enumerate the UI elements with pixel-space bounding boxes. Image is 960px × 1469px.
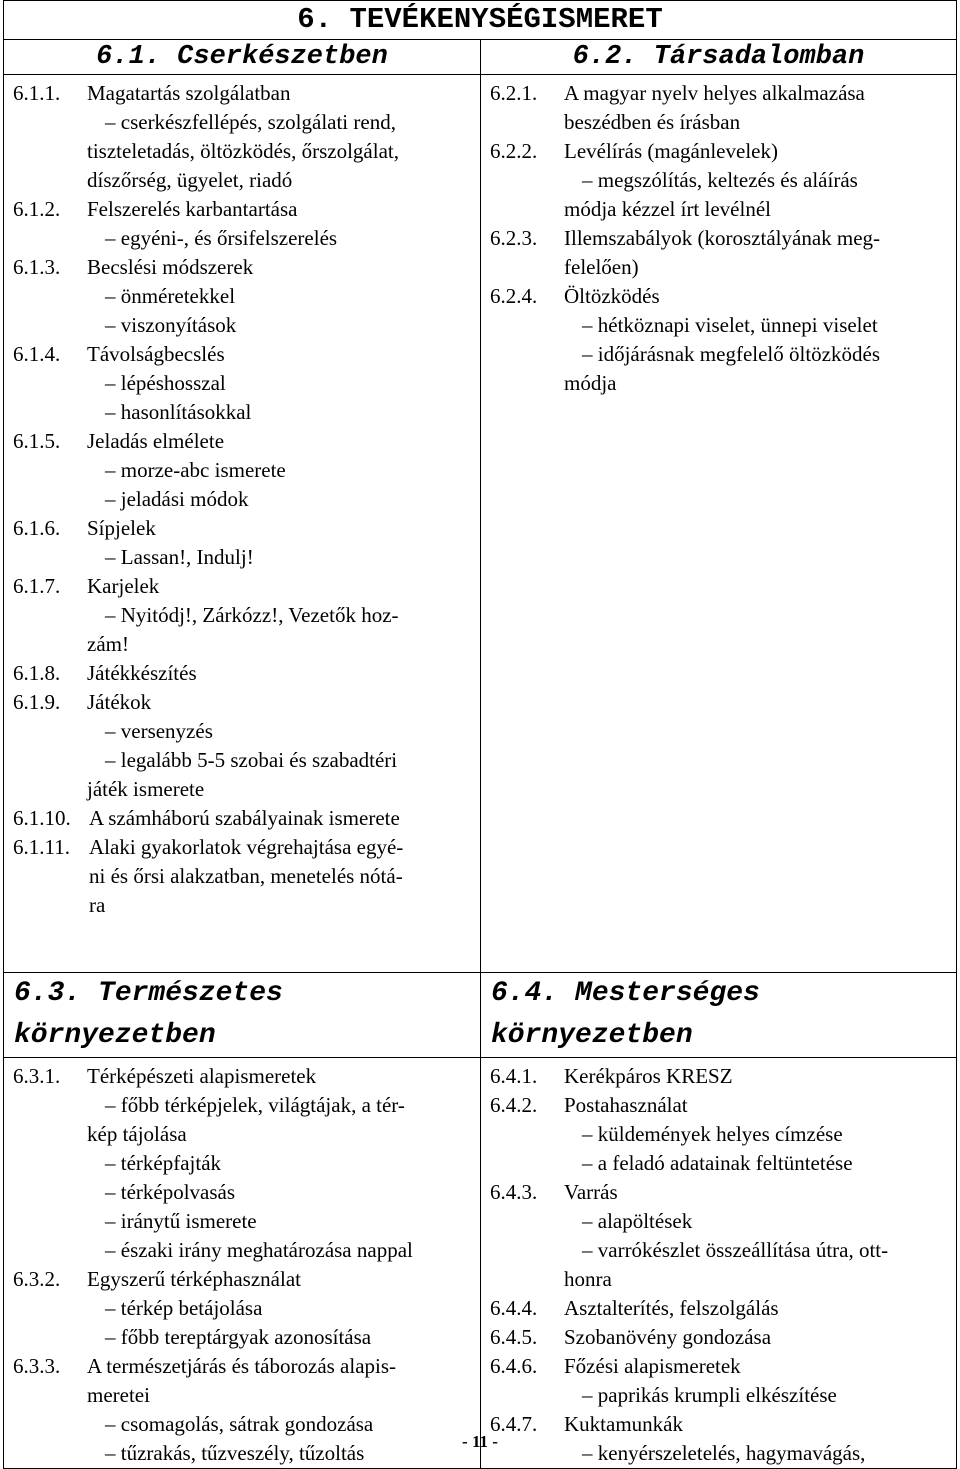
item-title: Játékok [87, 690, 152, 714]
item-number: 6.2.1. [490, 81, 538, 105]
item-title: Térképészeti alapismeretek [87, 1064, 317, 1088]
list-item [490, 79, 949, 137]
section-title-6-4: 6.4. Mesterséges környezetben [481, 973, 957, 1058]
item-content [564, 1062, 949, 1091]
item-subline: – tűzrakás, tűzveszély, tűzoltás [105, 1441, 365, 1465]
item-subline: zám! [87, 632, 129, 656]
item-subline: honra [564, 1267, 612, 1291]
item-number: 6.4.4. [490, 1296, 538, 1320]
item-number: 6.1.1. [13, 81, 61, 105]
list-item [13, 340, 473, 427]
item-title: Szobanövény gondozása [564, 1325, 772, 1349]
item-number: 6.4.5. [490, 1325, 538, 1349]
list-item [490, 1178, 949, 1294]
item-subline: – főbb térképjelek, világtájak, a tér- [105, 1093, 405, 1117]
item-content [89, 833, 473, 920]
main-title: 6. TEVÉKENYSÉGISMERET [4, 1, 957, 40]
item-title: Távolságbecslés [87, 342, 225, 366]
item-title: Felszerelés karbantartása [87, 197, 298, 221]
item-subline: játék ismerete [87, 777, 205, 801]
item-subline: – csomagolás, sátrak gondozása [105, 1412, 374, 1436]
section-title-6-2: 6.2. Társadalomban [481, 40, 957, 75]
item-content [87, 340, 473, 427]
list-item [490, 1062, 949, 1091]
item-number: 6.3.3. [13, 1354, 61, 1378]
item-number: 6.3.1. [13, 1064, 61, 1088]
item-subline: – küldemények helyes címzése [582, 1122, 843, 1146]
section-6-1-body [4, 75, 481, 973]
item-title: Alaki gyakorlatok végrehajtása egyé- [89, 835, 404, 859]
item-subline: – lépéshosszal [105, 371, 226, 395]
item-content [87, 1265, 473, 1352]
list-item [13, 833, 473, 920]
item-subline: – egyéni-, és őrsifelszerelés [105, 226, 338, 250]
item-content [564, 282, 949, 398]
item-content [89, 804, 473, 833]
item-number: 6.4.1. [490, 1064, 538, 1088]
item-title: Főzési alapismeretek [564, 1354, 741, 1378]
list-item [13, 514, 473, 572]
item-subline: – Nyitódj!, Zárkózz!, Vezetők hoz- [105, 603, 399, 627]
item-title: Kerékpáros KRESZ [564, 1064, 733, 1088]
list-item [13, 688, 473, 804]
item-subline: módja [564, 371, 617, 395]
item-number: 6.3.2. [13, 1267, 61, 1291]
item-subline: – térképfajták [105, 1151, 222, 1175]
item-subline: – varrókészlet összeállítása útra, ott- [582, 1238, 889, 1262]
list-item [13, 79, 473, 195]
list-item [13, 572, 473, 659]
item-title: Karjelek [87, 574, 160, 598]
item-subline: – hasonlításokkal [105, 400, 252, 424]
item-number: 6.4.6. [490, 1354, 538, 1378]
list-item [13, 427, 473, 514]
item-number: 6.1.8. [13, 661, 61, 685]
item-content [564, 1323, 949, 1352]
item-subline: kép tájolása [87, 1122, 187, 1146]
page-number: - 11 - [462, 1432, 498, 1451]
item-title: A számháború szabályainak ismerete [89, 806, 400, 830]
section-6-4-list [490, 1062, 949, 1468]
item-content [87, 688, 473, 804]
item-title: Levélírás (magánlevelek) [564, 139, 778, 163]
item-number: 6.4.3. [490, 1180, 538, 1204]
item-subline: – a feladó adatainak feltüntetése [582, 1151, 853, 1175]
section-title-6-1: 6.1. Cserkészetben [4, 40, 481, 75]
item-subline: – jeladási módok [105, 487, 249, 511]
item-subline: – önméretekkel [105, 284, 236, 308]
item-subline: – legalább 5-5 szobai és szabadtéri [105, 748, 398, 772]
item-content [564, 224, 949, 282]
item-number: 6.1.10. [13, 806, 71, 830]
item-subline: meretei [87, 1383, 150, 1407]
item-number: 6.1.6. [13, 516, 61, 540]
item-content [87, 79, 473, 195]
section-6-2-body [481, 75, 957, 973]
item-subline: – térképolvasás [105, 1180, 236, 1204]
list-item [13, 253, 473, 340]
list-item [490, 1294, 949, 1323]
item-number: 6.1.2. [13, 197, 61, 221]
item-subline: – morze-abc ismerete [105, 458, 286, 482]
item-number: 6.1.7. [13, 574, 61, 598]
item-content [87, 195, 473, 253]
item-content [564, 1178, 949, 1294]
item-title: Illemszabályok (korosztályának meg- [564, 226, 881, 250]
item-content [564, 79, 949, 137]
list-item [490, 282, 949, 398]
item-subline: ni és őrsi alakzatban, menetelés nótá- [89, 864, 403, 888]
item-number: 6.2.4. [490, 284, 538, 308]
item-title: Egyszerű térképhasználat [87, 1267, 301, 1291]
item-content [564, 1352, 949, 1410]
item-title: Sípjelek [87, 516, 156, 540]
item-content [87, 514, 473, 572]
upper-table [3, 0, 957, 973]
item-number: 6.2.3. [490, 226, 538, 250]
item-title: Öltözködés [564, 284, 660, 308]
section-6-3-list [13, 1062, 473, 1468]
item-subline: ra [89, 893, 106, 917]
item-subline: beszédben és írásban [564, 110, 741, 134]
item-content [87, 659, 473, 688]
section-6-2-list [490, 79, 949, 398]
item-subline: – alapöltések [582, 1209, 693, 1233]
item-subline: díszőrség, ügyelet, riadó [87, 168, 293, 192]
item-number: 6.1.4. [13, 342, 61, 366]
lower-table [3, 972, 957, 1469]
list-item [490, 1091, 949, 1178]
section-title-6-3: 6.3. Természetes környezetben [4, 973, 481, 1058]
item-number: 6.4.7. [490, 1412, 538, 1436]
item-subline: – térkép betájolása [105, 1296, 263, 1320]
list-item [490, 137, 949, 224]
item-subline: – versenyzés [105, 719, 213, 743]
item-number: 6.1.9. [13, 690, 61, 714]
item-title: Magatartás szolgálatban [87, 81, 291, 105]
list-item [13, 659, 473, 688]
item-content [564, 1091, 949, 1178]
item-subline: – paprikás krumpli elkészítése [582, 1383, 837, 1407]
item-title: Játékkészítés [87, 661, 197, 685]
list-item [13, 195, 473, 253]
item-content [87, 572, 473, 659]
item-content [564, 137, 949, 224]
item-subline: – kenyérszeletelés, hagymavágás, [582, 1441, 866, 1465]
item-number: 6.1.3. [13, 255, 61, 279]
item-subline: – főbb tereptárgyak azonosítása [105, 1325, 372, 1349]
item-number: 6.1.5. [13, 429, 61, 453]
list-item [13, 1062, 473, 1265]
item-title: Becslési módszerek [87, 255, 254, 279]
item-content [564, 1294, 949, 1323]
item-subline: tiszteletadás, öltözködés, őrszolgálat, [87, 139, 399, 163]
item-number: 6.1.11. [13, 835, 70, 859]
item-subline: – megszólítás, keltezés és aláírás [582, 168, 858, 192]
item-number: 6.2.2. [490, 139, 538, 163]
item-title: Postahasználat [564, 1093, 688, 1117]
list-item [490, 1323, 949, 1352]
item-title: Kuktamunkák [564, 1412, 683, 1436]
list-item [490, 1352, 949, 1410]
item-subline: – cserkészfellépés, szolgálati rend, [105, 110, 396, 134]
item-subline: – Lassan!, Indulj! [105, 545, 254, 569]
item-title: A természetjárás és táborozás alapis- [87, 1354, 397, 1378]
item-content [87, 427, 473, 514]
list-item [13, 804, 473, 833]
item-title: Asztalterítés, felszolgálás [564, 1296, 779, 1320]
item-title: Varrás [564, 1180, 618, 1204]
section-6-4-body [481, 1058, 957, 1469]
item-title: Jeladás elmélete [87, 429, 225, 453]
item-subline: – iránytű ismerete [105, 1209, 257, 1233]
item-subline: – hétköznapi viselet, ünnepi viselet [582, 313, 878, 337]
item-subline: felelően) [564, 255, 639, 279]
item-number: 6.4.2. [490, 1093, 538, 1117]
item-subline: – északi irány meghatározása nappal [105, 1238, 413, 1262]
section-6-1-list [13, 79, 473, 920]
item-content [87, 253, 473, 340]
section-6-3-body [4, 1058, 481, 1469]
list-item [13, 1265, 473, 1352]
item-content [87, 1062, 473, 1265]
item-title: A magyar nyelv helyes alkalmazása [564, 81, 865, 105]
item-subline: – viszonyítások [105, 313, 237, 337]
item-subline: – időjárásnak megfelelő öltözködés [582, 342, 880, 366]
item-subline: módja kézzel írt levélnél [564, 197, 771, 221]
list-item [490, 224, 949, 282]
